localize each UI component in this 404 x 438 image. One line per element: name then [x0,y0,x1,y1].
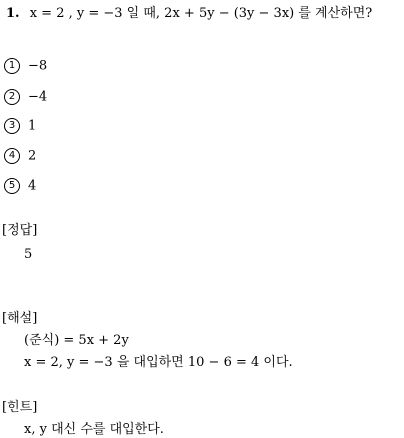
choice-item[interactable] [4,89,47,105]
choice-item[interactable] [4,178,36,194]
answer-value: 5 [24,247,33,262]
choice-2-marker: 2 [4,89,20,105]
choice-5-text: 4 [28,178,37,194]
choice-2-text: −4 [28,89,48,105]
hint-label: [힌트] [2,400,38,415]
solution-label: [해설] [2,311,38,326]
solution-line-1: (준식) = 5x + 2y [24,333,129,348]
choice-5-marker: 5 [4,178,20,194]
choice-item[interactable] [4,148,36,164]
question-text: x = 2 , y = −3 일 때, 2x + 5y − (3y − 3x) 를 계산하면? [29,6,373,21]
choice-item[interactable] [4,118,36,134]
answer-label: [정답] [2,223,38,238]
choice-4-text: 2 [28,148,37,164]
choice-1-text: −8 [28,58,48,74]
hint-text: x, y 대신 수를 대입한다. [24,422,164,437]
solution-line-2: x = 2, y = −3 을 대입하면 10 − 6 = 4 이다. [24,355,293,370]
question-line [6,7,372,20]
question-number: 1. [6,6,20,21]
choice-1-marker: 1 [4,58,20,74]
choice-3-marker: 3 [4,118,20,134]
choice-3-text: 1 [28,118,37,134]
choice-item[interactable] [4,58,47,74]
choice-4-marker: 4 [4,148,20,164]
